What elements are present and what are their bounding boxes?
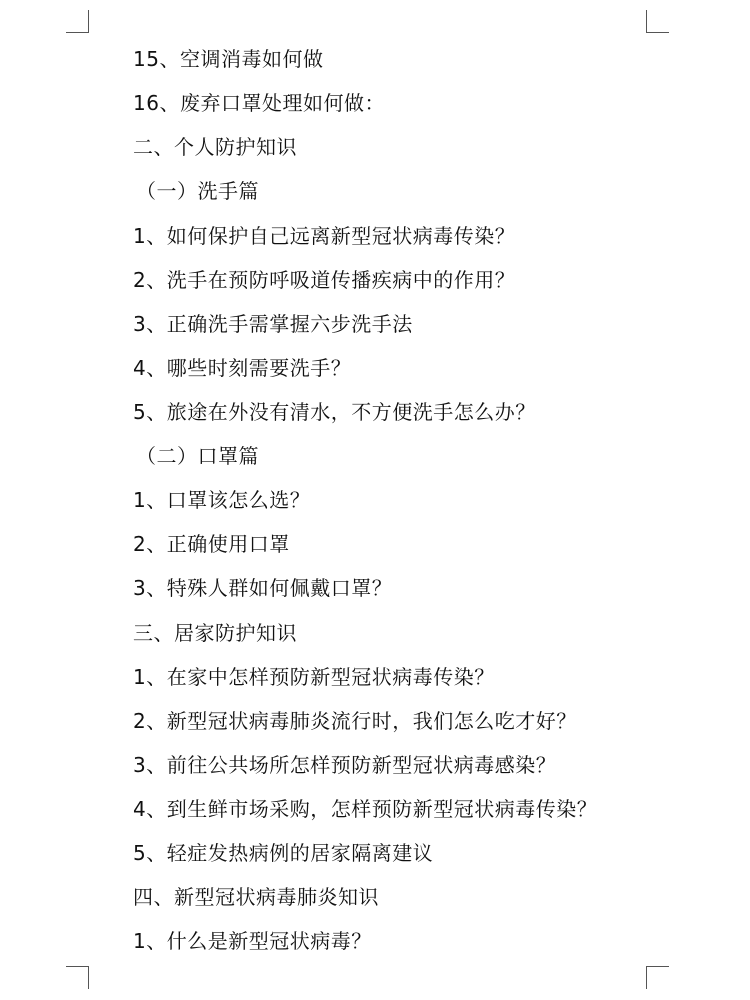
list-item: 16、废弃口罩处理如何做：	[133, 91, 385, 115]
section-heading: 二、个人防护知识	[133, 135, 297, 159]
list-item: 2、洗手在预防呼吸道传播疾病中的作用？	[133, 268, 516, 292]
subsection-heading: （二）口罩篇	[136, 444, 259, 468]
list-item: 5、旅途在外没有清水，不方便洗手怎么办？	[133, 400, 536, 424]
list-item: 1、如何保护自己远离新型冠状病毒传染？	[133, 224, 516, 248]
section-heading: 三、居家防护知识	[133, 621, 297, 645]
list-item: 5、轻症发热病例的居家隔离建议	[133, 841, 434, 865]
list-item: 1、在家中怎样预防新型冠状病毒传染？	[133, 665, 495, 689]
list-item: 3、正确洗手需掌握六步洗手法	[133, 312, 413, 336]
list-item: 1、什么是新型冠状病毒？	[133, 929, 372, 953]
list-item: 15、空调消毒如何做	[133, 47, 324, 71]
list-item: 2、新型冠状病毒肺炎流行时，我们怎么吃才好？	[133, 709, 577, 733]
list-item: 4、到生鲜市场采购，怎样预防新型冠状病毒传染？	[133, 797, 598, 821]
subsection-heading: （一）洗手篇	[136, 179, 259, 203]
list-item: 4、哪些时刻需要洗手？	[133, 356, 352, 380]
list-item: 2、正确使用口罩	[133, 532, 290, 556]
section-heading: 四、新型冠状病毒肺炎知识	[133, 885, 379, 909]
list-item: 1、口罩该怎么选？	[133, 488, 311, 512]
list-item: 3、特殊人群如何佩戴口罩？	[133, 576, 393, 600]
list-item: 3、前往公共场所怎样预防新型冠状病毒感染？	[133, 753, 557, 777]
